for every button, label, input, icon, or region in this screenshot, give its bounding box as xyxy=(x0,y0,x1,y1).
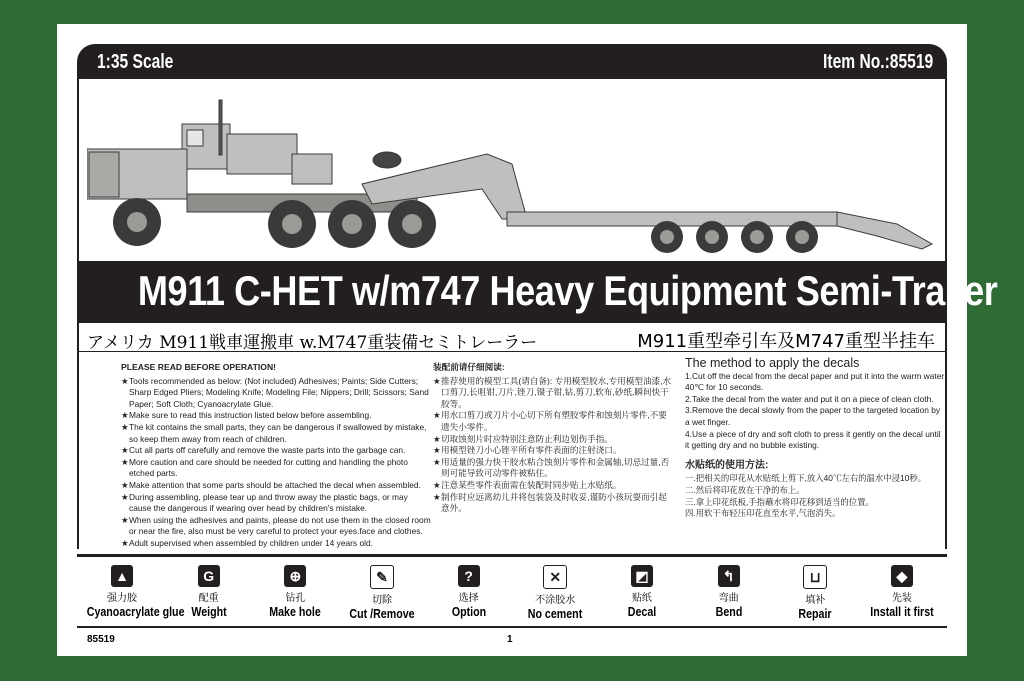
legend-en-label: Option xyxy=(451,604,486,619)
legend-cn-label: 不涂胶水 xyxy=(535,595,576,606)
english-notes-heading: PLEASE READ BEFORE OPERATION! xyxy=(121,362,277,372)
decal-step-cn: 二.然后将印花放在干净的布上。 xyxy=(685,484,805,495)
scale-label: 1:35 Scale xyxy=(97,51,174,73)
legend-no-cement xyxy=(512,557,598,627)
list-item: ★ The kit contains the small parts, they can be dangerous if swallowed by mistake, so keep them away from reach of children. xyxy=(121,421,427,444)
legend-install-first xyxy=(859,557,945,627)
legend-repair xyxy=(772,557,858,627)
frame-left xyxy=(77,79,79,259)
instruction-sheet xyxy=(57,24,998,656)
decal-step-cn: 三.拿上印花纸板,手指蘸水将印花移到适当的位置。 xyxy=(685,496,874,507)
decal-method xyxy=(685,358,945,520)
legend-option xyxy=(426,557,512,627)
kit-title: M911 C-HET w/m747 Heavy Equipment Semi-Trailer xyxy=(137,267,998,314)
symbol-legend xyxy=(79,557,945,627)
list-item: ★ Cut all parts off carefully and remove the waste parts into the garbage can. xyxy=(121,445,406,456)
list-item: ★ 用模型锉刀小心锉平所有零件表面的注射浇口。 xyxy=(433,445,622,456)
install-first-icon: ◆ xyxy=(891,565,913,587)
frame-right xyxy=(945,79,947,259)
list-item: ★ 用适量的强力快干胶水粘合蚀刻片零件和金属轴,切忌过量,否则可能导致可动零件被粘住。 xyxy=(433,456,670,479)
list-item: ★ 切取蚀刻片时应特别注意防止利边划伤手指。 xyxy=(433,433,613,444)
legend-cn-label: 填补 xyxy=(805,595,826,606)
legend-cn-label: 配重 xyxy=(198,593,219,604)
decal-step-cn: 四.用软干布轻压印花直至水平,气泡消失。 xyxy=(685,508,841,519)
legend-cn-label: 强力胶 xyxy=(107,593,137,604)
list-item: ★ Make attention that some parts should be attached the decal when assembled. xyxy=(121,479,421,490)
subtitle-chinese: M911重型牵引车及M747重型半挂车 xyxy=(637,331,935,352)
list-item: ★ Adult supervised when assembled by children under 14 years old. xyxy=(121,537,373,548)
legend-cut xyxy=(339,557,425,627)
decal-step: 1.Cut off the decal from the decal paper and put it into the warm water 40℃ for 10 seconds. xyxy=(685,370,945,393)
list-item: ★ When using the adhesives and paints, please do not use them in the closed room or near the fire, also must be very careful to protect your eyes.face and clothes. xyxy=(121,514,431,537)
footer-item-code: 85519 xyxy=(87,634,115,645)
decal-step: 3.Remove the decal slowly from the paper to the targeted location by a wet finger. xyxy=(685,405,941,427)
subtitle-japanese: アメリカ M911戦車運搬車 w.M747重装備セミトレーラー xyxy=(87,333,538,353)
glue-icon: ▲ xyxy=(111,565,133,587)
page-number: 1 xyxy=(507,634,513,645)
title-bar xyxy=(77,261,998,323)
bend-icon: ↰ xyxy=(718,565,740,587)
legend-cn-label: 切除 xyxy=(371,595,392,606)
legend-en-label: No cement xyxy=(528,606,583,621)
legend-decal xyxy=(599,557,685,627)
list-item: ★ 制作时应远离幼儿并将包装袋及时收妥,谨防小孩玩耍而引起意外。 xyxy=(433,491,667,514)
repair-icon: ⊔ xyxy=(803,565,827,589)
chinese-notes xyxy=(433,362,673,515)
weight-icon: G xyxy=(198,565,220,587)
header-bar xyxy=(77,44,947,79)
legend-cn-label: 贴纸 xyxy=(631,593,652,604)
legend-en-label: Decal xyxy=(627,604,657,619)
list-item: ★ 注意某些零件表面需在装配时同步贴上水贴纸。 xyxy=(433,479,622,490)
legend-weight xyxy=(166,557,252,627)
list-item: ★ More caution and care should be needed for cutting and handling the photo etched parts. xyxy=(121,456,408,479)
legend-en-label: Install it first xyxy=(870,604,934,619)
legend-drill xyxy=(252,557,338,627)
english-notes xyxy=(121,362,431,550)
list-item: ★ During assembling, please tear up and throw away the plastic bags, or may cause the dangerous if wearing over head by children's mistake. xyxy=(121,491,408,514)
legend-en-label: Repair xyxy=(798,606,832,621)
chinese-notes-heading: 装配前请仔细阅读: xyxy=(433,362,505,372)
decal-step: 2.Take the decal from the water and put it on a piece of clean cloth. xyxy=(685,393,934,404)
list-item: ★ Tools recommended as below: (Not included) Adhesives; Paints; Side Cutters; Sharp Edged Pliers; Modeling Knife; Modeling File; Nippers; Drill; Scissors; Sand Paper; Soft Cloth; Cyanoacrylate Glue. xyxy=(121,375,429,409)
decal-method-cn-heading: 水贴纸的使用方法: xyxy=(685,459,769,471)
decal-step: 4.Use a piece of dry and soft cloth to press it gently on the decal until it getting dry and no bubble existing. xyxy=(685,428,941,451)
decal-method-heading: The method to apply the decals xyxy=(685,356,860,370)
decal-step-cn: 一.把相关的印花从水贴纸上剪下,放入40℃左右的温水中浸10秒。 xyxy=(685,473,927,484)
decal-icon: ◩ xyxy=(631,565,653,587)
legend-cn-label: 钻孔 xyxy=(285,593,306,604)
legend-en-label: Weight xyxy=(190,604,227,619)
list-item: ★ 用水口剪刀或刀片小心切下所有塑胶零件和蚀刻片零件,不要遗失小零件。 xyxy=(433,410,667,432)
list-item: ★ Make sure to read this instruction listed below before assembling. xyxy=(121,410,372,421)
cut-icon: ✎ xyxy=(370,565,394,589)
legend-glue xyxy=(79,557,185,627)
bottom-rule xyxy=(77,626,947,628)
legend-en-label: Cyanoacrylate glue xyxy=(86,604,185,619)
legend-cn-label: 先装 xyxy=(891,593,912,604)
truck-trailer-illustration xyxy=(87,94,937,259)
legend-cn-label: 选择 xyxy=(458,593,479,604)
legend-en-label: Make hole xyxy=(269,604,322,619)
item-number: Item No.:85519 xyxy=(822,51,933,73)
footer xyxy=(57,634,967,650)
legend-bend xyxy=(686,557,772,627)
option-icon: ? xyxy=(458,565,480,587)
legend-en-label: Bend xyxy=(715,604,742,619)
drill-icon: ⊕ xyxy=(284,565,306,587)
legend-cn-label: 弯曲 xyxy=(718,593,739,604)
no-cement-icon: ✕ xyxy=(543,565,567,589)
subtitle-row xyxy=(77,324,947,352)
list-item: ★ 推荐使用的模型工具(请自备): 专用模型胶水,专用模型油漆,水口剪刀,长咀钳,刀片,锉刀,镊子钳,钻,剪刀,软布,砂纸,瞬间快干胶等。 xyxy=(433,375,672,409)
legend-en-label: Cut /Remove xyxy=(349,606,415,621)
